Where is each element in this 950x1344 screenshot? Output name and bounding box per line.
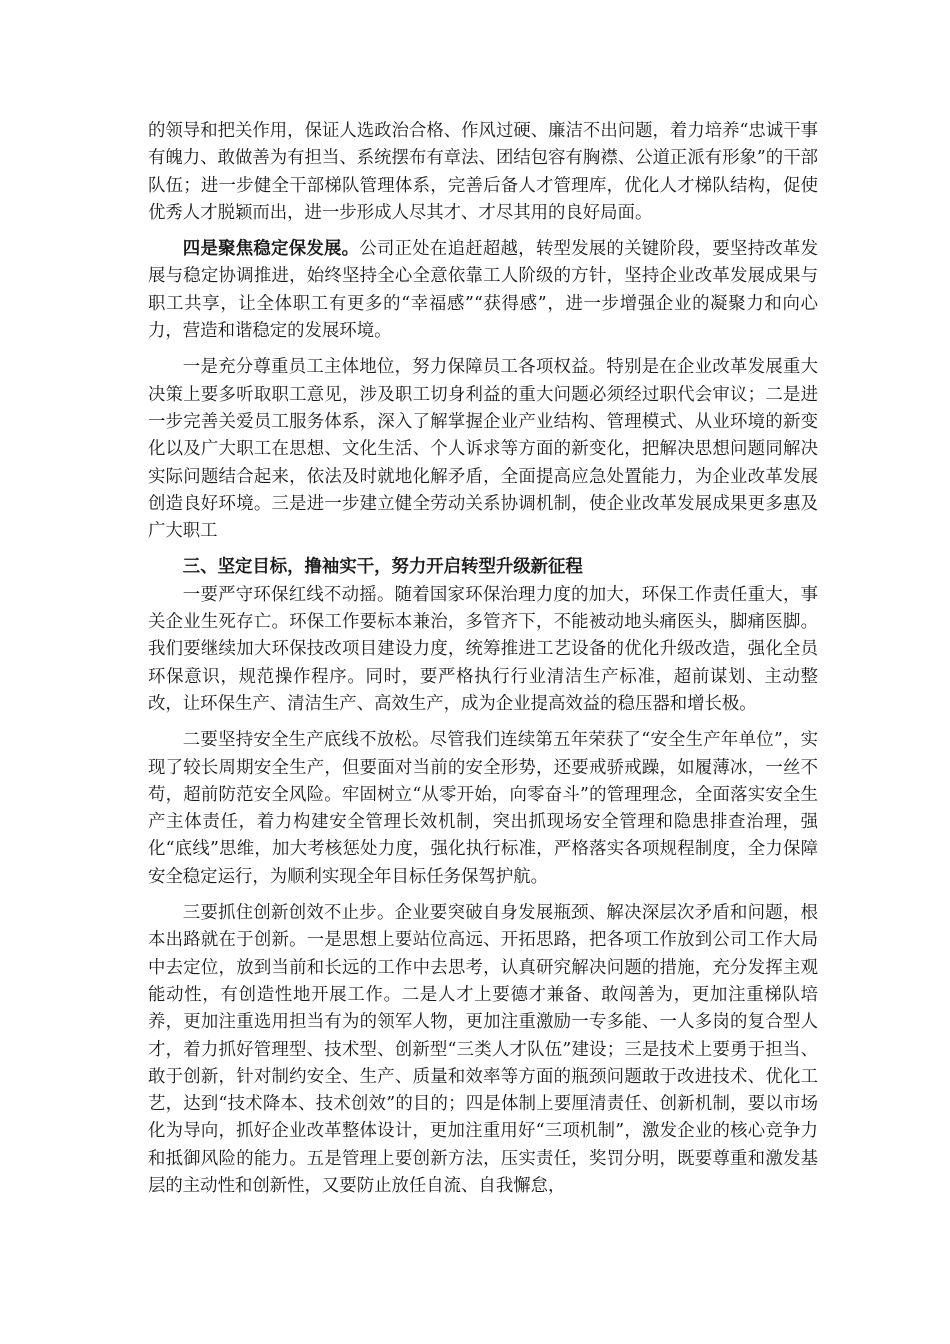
document-body xyxy=(148,118,818,1209)
paragraph-employee-rights: 一是充分尊重员工主体地位，努力保障员工各项权益。特别是在企业改革发展重大决策上要多听取职工意见，涉及职工切身利益的重大问题必须经过职代会审议；二是进一步完善关爱员工服务体系，深入了解掌握企业产业结构、管理模式、从业环境的新变化以及广大职工在思想、文化生活、个人诉求等方面的新变化，把解决思想问题同解决实际问题结合起来，依法及时就地化解矛盾，全面提高应急处置能力，为企业改革发展创造良好环境。三是进一步建立健全劳动关系协调机制，使企业改革发展成果更多惠及广大职工 xyxy=(148,357,818,542)
paragraph-stability-development xyxy=(148,236,818,345)
paragraph-environmental-protection: 一要严守环保红线不动摇。随着国家环保治理力度的加大，环保工作责任重大，事关企业生死存亡。环保工作要标本兼治，多管齐下，不能被动地头痛医头，脚痛医脚。我们要继续加大环保技改项目建设力度，统筹推进工艺设备的优化升级改造，强化全员环保意识，规范操作程序。同时，要严格执行行业清洁生产标准，超前谋划、主动整改，让环保生产、清洁生产、高效生产，成为企业提高效益的稳压器和增长极。 xyxy=(148,584,818,714)
paragraph-lead-body: 公司正处在追赶超越，转型发展的关键阶段，要坚持改革发展与稳定协调推进，始终坚持全心全意依靠工人阶级的方针，坚持企业改革发展成果与职工共享，让全体职工有更多的“幸福感”“获得感”，进一步增强企业的凝聚力和向心力，营造和谐稳定的发展环境。 xyxy=(148,239,818,342)
section-heading-three: 三、坚定目标，撸袖实干，努力开启转型升级新征程 xyxy=(182,557,583,578)
paragraph-safety-production: 二要坚持安全生产底线不放松。尽管我们连续第五年荣获了“安全生产年单位”，实现了较长周期安全生产，但要面对当前的安全形势，还要戒骄戒躁，如履薄冰，一丝不苟，超前防范安全风险。牢固树立“从零开始，向零奋斗”的管理理念，全面落实安全生产主体责任，着力构建安全管理长效机制，突出抓现场安全管理和隐患排查治理，强化“底线”思维，加大考核惩处力度，强化执行标准，严格落实各项规程制度，全力保障安全稳定运行，为顺利实现全年目标任务保驾护航。 xyxy=(148,730,818,887)
paragraph-innovation: 三要抓住创新创效不止步。企业要突破自身发展瓶颈、解决深层次矛盾和问题，根本出路就在于创新。一是思想上要站位高远、开拓思路，把各项工作放到公司工作大局中去定位，放到当前和长远的工作中去思考，认真研究解决问题的措施，充分发挥主观能动性，有创造性地开展工作。二是人才上要德才兼备、敢闯善为，更加注重梯队培养，更加注重选用担当有为的领军人物，更加注重激励一专多能、一人多岗的复合型人才，着力抓好管理型、技术型、创新型“三类人才队伍”建设；三是技术上要勇于担当、敢于创新，针对制约安全、生产、质量和效率等方面的瓶颈问题敢于改进技术、优化工艺，达到“技术降本、技术创效”的目的；四是体制上要厘清责任、创新机制，要以市场化为导向，抓好企业改革整体设计，更加注重用好“三项机制”，激发企业的核心竞争力和抵御风险的能力。五是管理上要创新方法，压实责任，奖罚分明，既要尊重和激发基层的主动性和创新性，又要防止放任自流、自我懈怠， xyxy=(148,903,818,1196)
paragraph-lead-heading: 四是聚焦稳定保发展。 xyxy=(182,239,360,260)
paragraph-cadre-management: 的领导和把关作用，保证人选政治合格、作风过硬、廉洁不出问题，着力培养“忠诚干事有魄力、敢做善为有担当、系统摆布有章法、团结包容有胸襟、公道正派有形象”的干部队伍；进一步健全干部梯队管理体系，完善后备人才管理库，优化人才梯队结构，促使优秀人才脱颖而出，进一步形成人尽其才、才尽其用的良好局面。 xyxy=(148,121,818,223)
